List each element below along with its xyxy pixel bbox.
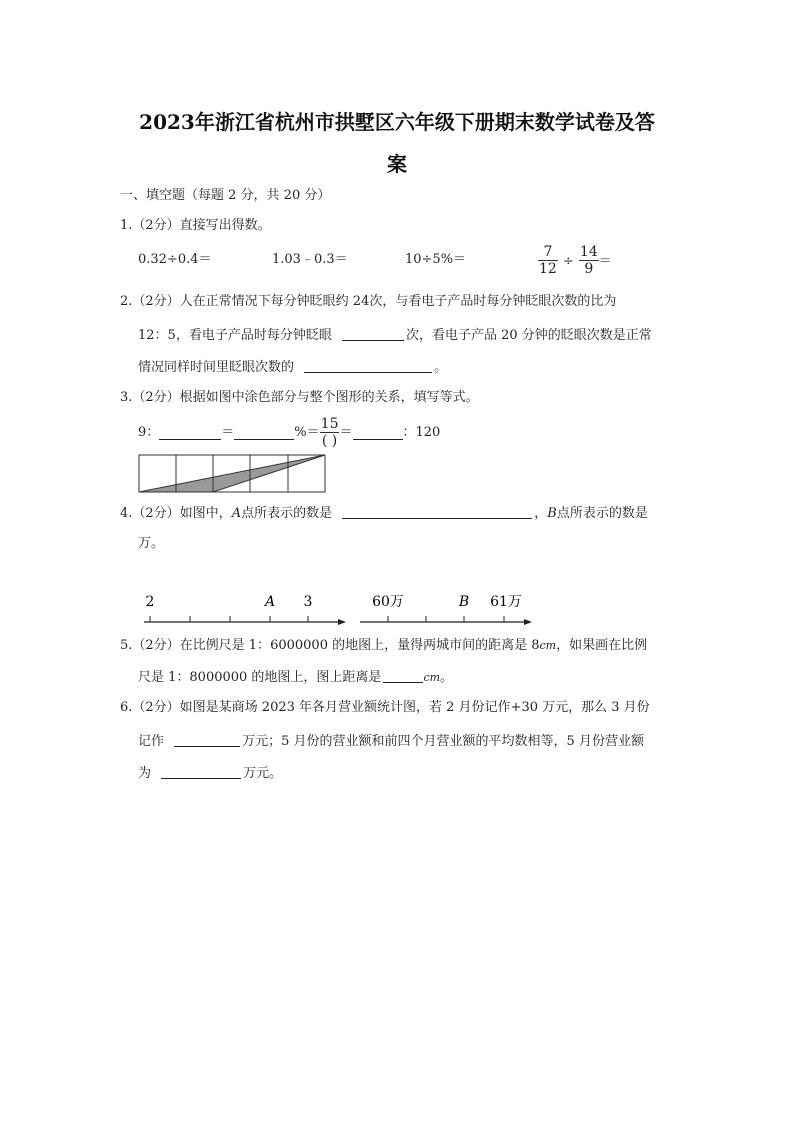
tick-label: 3 [303,594,313,610]
percent-equals: %＝ [294,424,320,440]
answer-blank[interactable] [342,326,404,341]
q6-text-c: 为 [138,766,152,781]
question-1-text: 1.（2分）直接写出得数。 [120,218,271,233]
unit-cm: cm [423,671,441,684]
fraction-denominator-blank[interactable]: ( ) [321,433,338,449]
answer-blank[interactable] [353,425,403,440]
q2-text-c: 情况同样时间里眨眼次数的 [138,360,295,375]
question-4-line-2: 万。 [138,536,165,551]
fraction-numerator: 7 [538,244,558,261]
q1-item-3: 10÷5%＝ [405,252,467,267]
q6-text-d: 万元。 [243,766,283,781]
q1-item-2: 1.03﹣0.3＝ [272,252,348,267]
equals-sign: ＝ [221,424,235,440]
point-a-label: A [231,506,242,521]
q6-text-a: 记作 [138,734,165,749]
number-line-1 [138,586,348,630]
q5-text-c: 尺是 1：8000000 的地图上，图上距离是 [138,670,382,685]
fraction-numerator: 15 [320,416,339,432]
tick-label: 2 [145,594,155,610]
q1-item-4 [538,244,612,277]
question-6-line-1: 6.（2分）如图是某商场 2023 年各月营业额统计图，若 2 月份记作+30 万元，那么 3 月份 [120,700,650,715]
q5-period: 。 [440,670,454,685]
page-title-continued: 案 [387,152,407,176]
equals-sign: ＝ [339,424,353,440]
unit-cm: cm [539,639,557,652]
fraction-14-9 [579,244,599,277]
question-6-line-3 [138,764,282,782]
question-2-line-1: 2.（2分）人在正常情况下每分钟眨眼约 24次，与看电子产品时每分钟眨眼次数的比为 [120,294,617,309]
q3-ratio-end: ：120 [402,424,441,440]
point-b-label: B [547,506,557,521]
q2-text-d: 。 [434,360,448,375]
q1-item-1: 0.32÷0.4＝ [138,252,212,267]
arrow-head [338,619,346,625]
q3-ratio-start: 9： [138,424,160,440]
q4-comma: ， [534,506,548,521]
section-heading: 一、填空题（每题 2 分，共 20 分） [120,188,331,203]
tick-label: 60万 [372,594,404,610]
question-5-line-2 [138,668,453,686]
number-line-2 [356,586,536,630]
fraction-7-12 [538,244,558,277]
question-5-line-1 [120,638,647,654]
answer-blank[interactable] [174,732,240,747]
shaded-triangle [139,455,325,492]
fraction-denominator: 9 [584,261,594,277]
fraction-denominator: 12 [539,261,557,277]
question-6-line-2 [138,732,644,750]
q3-equation [138,416,440,449]
page-title: 2023年浙江省杭州市拱墅区六年级下册期末数学试卷及答 [139,110,655,134]
answer-blank[interactable] [342,504,532,519]
divide-sign: ÷ [562,254,574,269]
q4-text-a: 4.（2分）如图中， [120,506,232,521]
point-b-marker: B [458,594,470,610]
shaded-rectangle-figure [138,454,328,494]
equals-sign: ＝ [598,254,612,269]
tick-label: 61万 [490,594,522,610]
fraction-numerator: 14 [579,244,598,260]
answer-blank[interactable] [161,764,241,779]
question-4-line-1 [120,504,648,522]
answer-blank[interactable] [234,425,294,440]
question-2-line-2 [138,326,652,344]
arrow-head [524,619,532,625]
point-a-marker: A [264,594,276,610]
answer-blank[interactable] [383,668,423,683]
q2-text-b: 次，看电子产品 20 分钟的眨眼次数是正常 [405,328,652,343]
answer-blank[interactable] [304,358,432,373]
q6-text-b: 万元；5 月份的营业额和前四个月营业额的平均数相等，5 月份营业额 [242,734,644,749]
question-3-text: 3.（2分）根据如图中涂色部分与整个图形的关系，填写等式。 [120,390,479,405]
q5-text-a: 5.（2分）在比例尺是 1：6000000 的地图上，量得两城市间的距离是 8 [120,638,540,653]
q4-text-d: 点所表示的数是 [556,506,648,521]
fraction-15-blank [320,416,340,449]
q4-text-b: 点所表示的数是 [241,506,333,521]
question-2-line-3 [138,358,447,376]
q5-text-b: ，如果画在比例 [556,638,648,653]
q2-text-a: 12：5，看电子产品时每分钟眨眼 [138,328,332,343]
answer-blank[interactable] [159,425,221,440]
